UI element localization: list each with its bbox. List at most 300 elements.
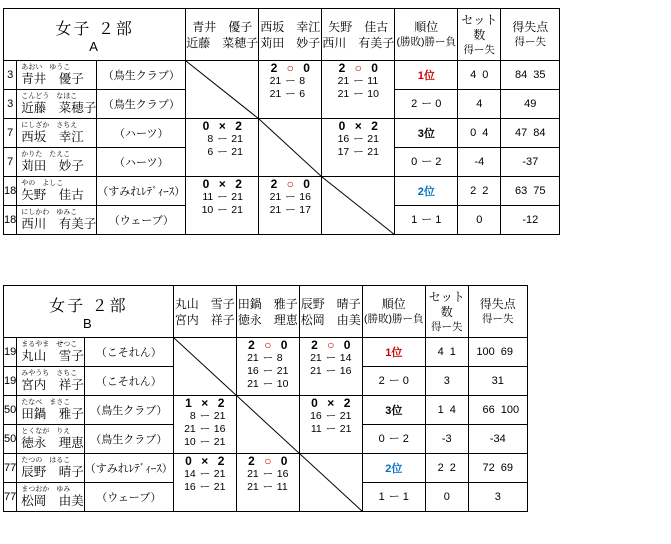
set-score-opp: 16	[339, 365, 352, 377]
set-score-opp: 17	[299, 204, 311, 216]
set-difference: 0	[425, 483, 468, 512]
match-sets-right: 2	[217, 396, 225, 410]
wins: 2	[378, 374, 385, 387]
points-won: 63	[515, 185, 528, 197]
set-score-own: 21	[247, 378, 259, 390]
set-score-own: 21	[247, 352, 259, 364]
set-score-opp: 21	[339, 423, 352, 435]
set-score-row	[237, 365, 299, 378]
set-score-sep: ー	[325, 352, 337, 364]
player-kana: まるやま せつこ	[21, 341, 78, 348]
match-sets-left: 0	[202, 119, 210, 133]
sets-won: 4	[470, 69, 477, 81]
table-group-label: A	[89, 38, 100, 54]
set-score-sep: ー	[285, 204, 296, 216]
losses: 2	[402, 432, 409, 445]
point-difference: -12	[501, 206, 560, 235]
sets-won: 1	[437, 404, 444, 416]
self-match-cell	[186, 61, 259, 119]
set-difference: 0	[458, 206, 501, 235]
player-name: 苅田 妙子	[21, 159, 84, 173]
opponent-header-3	[299, 286, 362, 338]
set-score-own: 21	[310, 352, 322, 364]
player-name: 丸山 雪子	[21, 349, 84, 363]
set-score-row	[300, 410, 362, 423]
sets-header	[425, 286, 468, 338]
points-won: 100	[476, 346, 495, 358]
player-name-cell	[17, 119, 97, 148]
opponent-header-2	[236, 286, 299, 338]
set-score-own: 10	[201, 204, 214, 216]
losses: 2	[435, 155, 442, 168]
set-score-row	[174, 436, 236, 449]
set-score-sep: ー	[199, 436, 211, 448]
rank-header-line1: 順位	[414, 20, 439, 34]
set-score-own: 17	[337, 146, 350, 158]
win-loss-record	[362, 483, 425, 512]
set-score-own: 8	[189, 410, 196, 422]
set-score-sep: ー	[325, 423, 337, 435]
team-number: 3	[4, 61, 17, 90]
player-name: 徳永 理恵	[21, 436, 84, 450]
set-score-opp: 21	[231, 204, 243, 216]
player-club: （鳥生クラブ）	[97, 90, 186, 119]
set-score-sep: ー	[325, 365, 337, 377]
set-score-row	[300, 423, 362, 436]
sets-won-lost	[458, 119, 501, 148]
set-score-row	[322, 75, 394, 88]
player-name: 青井 優子	[21, 72, 84, 86]
player-name: 矢野 佳古	[21, 188, 84, 202]
set-score-own: 10	[184, 436, 196, 448]
points-won: 47	[515, 127, 528, 139]
set-score-row	[322, 88, 394, 101]
table-title	[4, 9, 186, 61]
set-score-own: 21	[337, 88, 350, 100]
rank-value: 1位	[395, 61, 458, 90]
set-score-opp: 21	[339, 410, 352, 422]
match-result-mark: ×	[354, 119, 362, 133]
match-sets-right: 0	[343, 338, 351, 352]
set-score-opp: 16	[213, 423, 226, 435]
player-club: （鳥生クラブ）	[84, 396, 173, 425]
match-result-mark: ○	[354, 61, 362, 75]
set-score-row	[174, 423, 236, 436]
league-table	[3, 8, 560, 235]
match-sets-left: 1	[185, 396, 192, 410]
table-row	[4, 177, 560, 206]
losses: 0	[435, 97, 442, 110]
points-won-lost	[501, 119, 560, 148]
diagonal-line	[322, 177, 395, 235]
wins: 0	[378, 432, 385, 445]
set-score-row	[174, 410, 236, 423]
match-sets-left: 0	[311, 396, 318, 410]
set-score-opp: 21	[231, 146, 243, 158]
team-number: 50	[4, 396, 17, 425]
table-row	[4, 396, 528, 425]
match-result-cell	[173, 454, 236, 512]
match-sets-right: 2	[235, 119, 242, 133]
diagonal-line	[259, 119, 322, 177]
opponent-player-1: 辰野 晴子	[300, 296, 361, 311]
rank-value: 2位	[362, 454, 425, 483]
set-score-own: 16	[337, 133, 350, 145]
league-table	[3, 285, 528, 512]
player-kana: あおい ゆうこ	[21, 64, 71, 71]
player-name-cell	[17, 338, 85, 367]
point-difference: -34	[468, 425, 527, 454]
point-difference: 31	[468, 367, 527, 396]
set-score-opp: 21	[367, 133, 379, 145]
player-name-cell	[17, 454, 85, 483]
set-score-opp: 14	[339, 352, 352, 364]
points-header-line1: 得失点	[512, 20, 549, 34]
player-club: （ウェーブ）	[97, 206, 186, 235]
match-sets-right: 2	[371, 119, 378, 133]
player-kana: にしかわ ゆみこ	[21, 209, 78, 216]
player-name: 田鍋 雅子	[21, 407, 84, 421]
diagonal-line	[186, 61, 259, 119]
table-row	[4, 61, 560, 90]
set-score-sep: ー	[199, 423, 211, 435]
self-match-cell	[173, 338, 236, 396]
set-score-own: 21	[184, 423, 196, 435]
match-sets-right: 0	[280, 454, 288, 468]
sets-won-lost	[425, 454, 468, 483]
table-row	[4, 119, 560, 148]
player-kana: やの よしこ	[21, 180, 64, 187]
set-score-opp: 21	[231, 133, 243, 145]
set-score-own: 21	[269, 191, 282, 203]
rank-value: 2位	[395, 177, 458, 206]
opponent-header-2	[259, 9, 322, 61]
team-number: 19	[4, 367, 17, 396]
player-name-cell	[17, 483, 85, 512]
set-score-sep: ー	[285, 88, 296, 100]
match-sets-right: 0	[303, 61, 310, 75]
sets-won-lost	[425, 396, 468, 425]
match-result-cell	[236, 454, 299, 512]
team-number: 18	[4, 206, 17, 235]
rank-header-line1: 順位	[381, 297, 406, 311]
set-score-sep: ー	[353, 133, 364, 145]
match-sets-right: 2	[235, 177, 242, 191]
set-score-own: 21	[337, 75, 350, 87]
points-header-line2: 得ー失	[514, 36, 547, 48]
match-result-cell	[322, 119, 395, 177]
win-loss-record	[395, 148, 458, 177]
rank-value: 3位	[362, 396, 425, 425]
set-score-row	[300, 365, 362, 378]
sets-lost: 0	[482, 69, 489, 81]
losses: 0	[402, 374, 409, 387]
set-score-sep: ー	[217, 191, 228, 203]
match-sets-left: 0	[338, 119, 346, 133]
match-result-cell	[299, 338, 362, 396]
match-sets-left: 2	[248, 338, 255, 352]
record-sep: ー	[421, 155, 433, 168]
losses: 1	[435, 213, 442, 226]
points-lost: 84	[533, 127, 546, 139]
set-score-own: 11	[310, 423, 322, 435]
match-result-mark: ×	[218, 119, 226, 133]
set-score-sep: ー	[262, 481, 274, 493]
sets-header-line1: セット数	[428, 289, 465, 319]
points-lost: 69	[500, 346, 514, 358]
set-score-opp: 6	[299, 88, 306, 100]
set-score-row	[322, 133, 394, 146]
opponent-header-3	[322, 9, 395, 61]
points-lost: 69	[500, 462, 514, 474]
set-score-sep: ー	[217, 133, 228, 145]
point-difference: 3	[468, 483, 527, 512]
set-score-row	[259, 204, 321, 217]
set-score-row	[174, 468, 236, 481]
set-score-opp: 8	[276, 352, 283, 364]
set-score-row	[237, 378, 299, 391]
set-score-sep: ー	[199, 410, 211, 422]
set-score-sep: ー	[217, 204, 228, 216]
sets-won-lost	[425, 338, 468, 367]
sets-lost: 2	[449, 462, 456, 474]
rank-header	[395, 9, 458, 61]
player-name-cell	[17, 90, 97, 119]
player-name-cell	[17, 148, 97, 177]
player-name-cell	[17, 367, 85, 396]
match-sets-right: 0	[303, 177, 310, 191]
sets-won: 2	[437, 462, 444, 474]
set-score-own: 6	[207, 146, 214, 158]
team-number: 18	[4, 177, 17, 206]
opponent-player-2: 苅田 妙子	[260, 35, 321, 50]
record-sep: ー	[388, 490, 400, 503]
rank-value: 1位	[362, 338, 425, 367]
self-match-cell	[299, 454, 362, 512]
team-number: 77	[4, 454, 17, 483]
set-score-own: 16	[184, 481, 196, 493]
self-match-cell	[322, 177, 395, 235]
points-won: 72	[482, 462, 495, 474]
set-score-row	[300, 352, 362, 365]
points-header-line1: 得失点	[479, 297, 516, 311]
match-result-mark: ×	[201, 454, 209, 468]
set-score-opp: 21	[367, 146, 379, 158]
player-club: （こそれん）	[84, 338, 173, 367]
points-won: 84	[515, 69, 528, 81]
player-club: （すみれﾚﾃﾞｨｰｽ）	[97, 177, 186, 206]
sets-lost: 4	[482, 127, 489, 139]
self-match-cell	[236, 396, 299, 454]
opponent-header-1	[173, 286, 236, 338]
set-difference: 4	[458, 90, 501, 119]
set-score-opp: 21	[213, 468, 226, 480]
player-club: （ウェーブ）	[84, 483, 173, 512]
opponent-player-2: 松岡 由美	[300, 312, 361, 327]
opponent-player-1: 田鍋 雅子	[237, 296, 298, 311]
points-lost: 35	[533, 69, 546, 81]
set-score-sep: ー	[199, 481, 211, 493]
team-number: 77	[4, 483, 17, 512]
set-score-row	[259, 88, 321, 101]
set-score-row	[322, 146, 394, 159]
diagonal-line	[174, 338, 237, 396]
set-score-sep: ー	[199, 468, 211, 480]
player-kana: たなべ まさこ	[21, 399, 71, 406]
sets-won-lost	[458, 177, 501, 206]
table-title-text: 女子 ２部	[55, 20, 134, 38]
match-sets-right: 2	[343, 396, 351, 410]
points-lost: 100	[500, 404, 520, 416]
set-difference: -3	[425, 425, 468, 454]
opponent-player-2: 近藤 菜穂子	[186, 35, 259, 50]
sets-lost: 1	[449, 346, 456, 358]
set-difference: -4	[458, 148, 501, 177]
match-sets-left: 0	[185, 454, 192, 468]
set-score-row	[186, 204, 258, 217]
match-sets-left: 0	[202, 177, 210, 191]
record-sep: ー	[421, 213, 433, 226]
opponent-player-1: 西坂 幸江	[260, 19, 321, 34]
set-score-sep: ー	[262, 378, 274, 390]
match-result-cell	[259, 61, 322, 119]
sets-won: 2	[470, 185, 477, 197]
player-name-cell	[17, 206, 97, 235]
diagonal-line	[237, 396, 300, 454]
points-won: 66	[482, 404, 495, 416]
match-sets-left: 2	[338, 61, 346, 75]
player-name: 西坂 幸江	[21, 130, 84, 144]
sets-won: 4	[437, 346, 444, 358]
set-score-opp: 16	[299, 191, 311, 203]
wins: 1	[378, 490, 385, 503]
team-number: 7	[4, 119, 17, 148]
set-score-row	[237, 468, 299, 481]
player-club: （すみれﾚﾃﾞｨｰｽ）	[84, 454, 173, 483]
sets-won: 0	[470, 127, 477, 139]
match-result-cell	[299, 396, 362, 454]
set-score-sep: ー	[262, 365, 274, 377]
set-score-opp: 21	[213, 410, 226, 422]
match-result-mark: ○	[264, 338, 272, 352]
points-header-line2: 得ー失	[482, 313, 514, 325]
set-score-row	[186, 133, 258, 146]
player-name-cell	[17, 177, 97, 206]
match-sets-left: 2	[248, 454, 255, 468]
set-score-own: 8	[207, 133, 214, 145]
set-score-sep: ー	[285, 75, 296, 87]
sets-header-line2: 得ー失	[431, 320, 463, 333]
points-header	[501, 9, 560, 61]
set-score-opp: 11	[276, 481, 288, 493]
match-result-cell	[236, 338, 299, 396]
opponent-player-1: 矢野 佳古	[328, 19, 389, 34]
match-result-cell	[173, 396, 236, 454]
set-score-opp: 16	[276, 468, 289, 480]
record-sep: ー	[388, 432, 400, 445]
points-won-lost	[468, 454, 527, 483]
point-difference: -37	[501, 148, 560, 177]
match-result-mark: ×	[327, 396, 335, 410]
opponent-player-1: 青井 優子	[192, 19, 253, 34]
match-result-cell	[322, 61, 395, 119]
team-number: 3	[4, 90, 17, 119]
match-result-cell	[186, 177, 259, 235]
team-number: 19	[4, 338, 17, 367]
match-sets-right: 2	[217, 454, 225, 468]
match-result-mark: ○	[286, 61, 294, 75]
diagonal-line	[300, 454, 363, 512]
sets-won-lost	[458, 61, 501, 90]
set-score-own: 21	[269, 88, 282, 100]
points-lost: 75	[533, 185, 546, 197]
win-loss-record	[395, 206, 458, 235]
losses: 1	[402, 490, 409, 503]
match-result-mark: ×	[201, 396, 209, 410]
rank-header	[362, 286, 425, 338]
player-kana: まつおか ゆみ	[21, 486, 71, 493]
win-loss-record	[395, 90, 458, 119]
set-score-opp: 8	[299, 75, 306, 87]
points-won-lost	[501, 177, 560, 206]
player-name-cell	[17, 425, 85, 454]
set-score-own: 21	[247, 468, 259, 480]
record-sep: ー	[388, 374, 400, 387]
match-sets-left: 2	[311, 338, 318, 352]
set-score-row	[237, 352, 299, 365]
set-score-row	[237, 481, 299, 494]
sets-header	[458, 9, 501, 61]
points-won-lost	[501, 61, 560, 90]
table-title	[4, 286, 174, 338]
player-kana: こんどう なほこ	[21, 93, 78, 100]
player-club: （ハーツ）	[97, 119, 186, 148]
wins: 0	[411, 155, 418, 168]
match-result-mark: ×	[218, 177, 226, 191]
rank-header-line2: (勝敗)勝ー負	[364, 313, 424, 325]
set-score-sep: ー	[217, 146, 228, 158]
set-score-opp: 10	[367, 88, 379, 100]
opponent-player-1: 丸山 雪子	[174, 296, 235, 311]
win-loss-record	[362, 367, 425, 396]
player-name: 近藤 菜穂子	[21, 101, 97, 115]
match-result-mark: ○	[327, 338, 335, 352]
player-name-cell	[17, 396, 85, 425]
set-score-row	[259, 191, 321, 204]
set-score-opp: 21	[276, 365, 289, 377]
team-number: 7	[4, 148, 17, 177]
set-score-opp: 11	[367, 75, 379, 87]
set-score-row	[186, 146, 258, 159]
player-name: 辰野 晴子	[21, 465, 84, 479]
set-score-sep: ー	[262, 352, 274, 364]
point-difference: 49	[501, 90, 560, 119]
rank-value: 3位	[395, 119, 458, 148]
sets-lost: 2	[482, 185, 489, 197]
team-number: 50	[4, 425, 17, 454]
match-result-mark: ○	[286, 177, 294, 191]
player-kana: たつの はるこ	[21, 457, 71, 464]
wins: 2	[411, 97, 418, 110]
player-name: 西川 有美子	[21, 217, 97, 231]
opponent-player-2: 西川 有美子	[322, 35, 395, 50]
self-match-cell	[259, 119, 322, 177]
table-group-label: B	[83, 315, 94, 331]
set-score-sep: ー	[353, 88, 364, 100]
table-row	[4, 454, 528, 483]
points-won-lost	[468, 396, 527, 425]
set-score-own: 21	[247, 481, 259, 493]
